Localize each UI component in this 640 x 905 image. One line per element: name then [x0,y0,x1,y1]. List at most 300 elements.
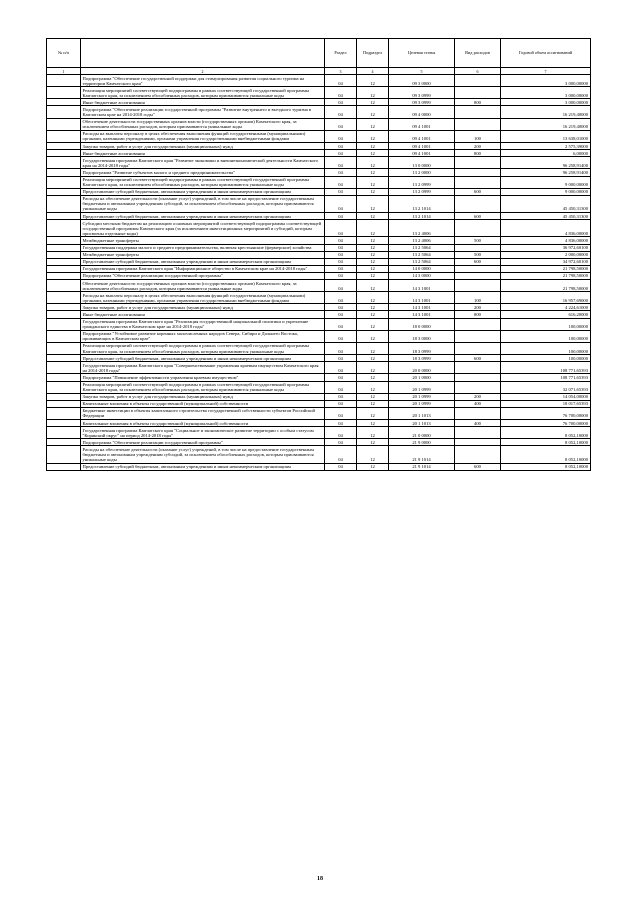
row-number [47,75,81,87]
row-expense-type [455,220,501,237]
row-podrazdel: 12 [357,195,389,212]
row-razdel: 04 [325,150,357,157]
table-row [47,355,591,362]
row-razdel: 04 [325,272,357,279]
row-target-article: 13 2 4006 [389,220,455,237]
row-name: Закупка товаров, работ и услуг для государственных (муниципальных) нужд [81,143,325,150]
row-name: Подпрограмма "Обеспечение государственной поддержки для стимулирования развития социального туризма на территории Камчатского края" [81,75,325,87]
row-target-article: 20 0 0000 [389,362,455,374]
row-amount: 32 071,65393 [501,381,591,393]
row-razdel: 04 [325,237,357,244]
row-target-article: 09 4 1001 [389,143,455,150]
table-row [47,272,591,279]
row-podrazdel: 12 [357,157,389,169]
column-number-row [47,68,591,75]
row-name: Закупка товаров, работ и услуг для государственных (муниципальных) нужд [81,393,325,400]
table-row [47,106,591,118]
row-expense-type: 600 [455,213,501,220]
row-amount: 21 798,50000 [501,265,591,272]
row-target-article: 13 2 1014 [389,213,455,220]
row-amount: 8 052,10000 [501,463,591,470]
row-razdel: 04 [325,87,357,99]
row-expense-type [455,87,501,99]
row-target-article: 20 1 0999 [389,400,455,407]
table-row [47,318,591,330]
row-amount: 4 836,00000 [501,220,591,237]
row-name: Подпрограмма "Обеспечение реализации государственной программы" [81,439,325,446]
row-number [47,420,81,427]
budget-table-page [46,38,590,471]
row-number [47,304,81,311]
row-razdel: 04 [325,75,357,87]
row-expense-type: 800 [455,311,501,318]
row-number [47,318,81,330]
table-row [47,258,591,265]
row-number [47,244,81,251]
row-amount: 2 575,39000 [501,143,591,150]
row-name: Государственная программа Камчатского края "Развитие экономики и внешнеэкономической деятельности Камчатского края на 2014-2018 годы" [81,157,325,169]
table-row [47,188,591,195]
row-target-article: 13 2 0000 [389,169,455,176]
row-razdel: 04 [325,311,357,318]
row-podrazdel: 12 [357,130,389,142]
col-number: 2 [81,68,325,75]
row-expense-type [455,318,501,330]
row-target-article: 18 3 0000 [389,330,455,342]
row-name: Капитальные вложения в объекты государственной (муниципальной) собственности [81,400,325,407]
row-name: Реализация мероприятий соответствующей подпрограммы в рамках соответствующей государственной программы Камчатского края, за исключением обособленных расходов, которым присваиваются уникальные коды [81,87,325,99]
row-amount: 45 450,31300 [501,195,591,212]
table-row [47,304,591,311]
table-row [47,420,591,427]
row-name: Предоставление субсидий бюджетным, автономным учреждениям и иным некоммерческим организациям [81,258,325,265]
row-expense-type [455,374,501,381]
row-name: Подпрограмма "Развитие субъектов малого и среднего предпринимательства" [81,169,325,176]
row-amount: 45 450,31300 [501,213,591,220]
table-row [47,280,591,292]
row-target-article: 21 9 0000 [389,439,455,446]
row-amount: 100,00000 [501,330,591,342]
row-number [47,342,81,354]
row-name: Иные бюджетные ассигнования [81,99,325,106]
row-amount: 3 000,00000 [501,75,591,87]
row-amount: 9 000,00000 [501,176,591,188]
header-num: № п/п [47,39,81,68]
row-number [47,237,81,244]
row-podrazdel: 12 [357,251,389,258]
row-number [47,265,81,272]
row-target-article: 09 3 0999 [389,87,455,99]
row-expense-type: 200 [455,143,501,150]
row-expense-type: 600 [455,188,501,195]
row-razdel: 04 [325,118,357,130]
row-number [47,400,81,407]
row-amount: 21 798,50000 [501,272,591,279]
row-expense-type: 100 [455,292,501,304]
row-number [47,427,81,439]
row-amount: 8 052,10000 [501,427,591,439]
table-row [47,99,591,106]
row-podrazdel: 12 [357,420,389,427]
row-expense-type: 500 [455,237,501,244]
row-podrazdel: 12 [357,150,389,157]
row-target-article: 13 2 1014 [389,195,455,212]
row-name: Обеспечение деятельности государственных органов власти (государственных органов) Камчатского края, за исключением обособленных расходов, которым присваиваются уникальные коды [81,118,325,130]
row-number [47,362,81,374]
row-expense-type [455,118,501,130]
row-name: Подпрограмма "Повышение эффективности управления краевым имуществом" [81,374,325,381]
row-target-article: 14 3 1001 [389,292,455,304]
row-target-article: 20 1 1013 [389,407,455,419]
table-row [47,362,591,374]
table-row [47,157,591,169]
row-podrazdel: 12 [357,237,389,244]
table-row [47,393,591,400]
table-row [47,237,591,244]
row-amount: 16 219,40000 [501,118,591,130]
row-amount: 76 700,00000 [501,407,591,419]
row-expense-type [455,265,501,272]
table-row [47,439,591,446]
row-number [47,169,81,176]
row-number [47,311,81,318]
row-podrazdel: 12 [357,446,389,463]
row-number [47,258,81,265]
row-razdel: 04 [325,400,357,407]
row-razdel: 04 [325,330,357,342]
row-podrazdel: 12 [357,393,389,400]
budget-table [46,38,591,471]
row-podrazdel: 12 [357,99,389,106]
row-podrazdel: 12 [357,304,389,311]
row-razdel: 04 [325,446,357,463]
row-expense-type [455,176,501,188]
table-row [47,244,591,251]
row-name: Расходы на выплаты персоналу в целях обеспечения выполнения функций государственными (муниципальными) органами, казенными учреждениями, органами управления государственными внебюджетными фондами [81,130,325,142]
table-row [47,381,591,393]
row-number [47,176,81,188]
row-target-article: 09 3 0999 [389,99,455,106]
row-expense-type: 600 [455,463,501,470]
row-podrazdel: 12 [357,265,389,272]
header-razdel: Раздел [325,39,357,68]
row-number [47,393,81,400]
row-number [47,439,81,446]
row-number [47,118,81,130]
table-row [47,292,591,304]
row-target-article: 21 0 0000 [389,427,455,439]
row-target-article: 13 2 4006 [389,237,455,244]
row-number [47,143,81,150]
row-podrazdel: 12 [357,213,389,220]
table-row [47,150,591,157]
row-razdel: 04 [325,393,357,400]
row-razdel: 04 [325,176,357,188]
row-razdel: 04 [325,420,357,427]
row-target-article: 13 2 5064 [389,244,455,251]
row-razdel: 04 [325,213,357,220]
col-number: 3 [325,68,357,75]
row-podrazdel: 12 [357,362,389,374]
header-row [47,39,591,68]
row-podrazdel: 12 [357,87,389,99]
row-podrazdel: 12 [357,374,389,381]
row-amount: 18 017,65393 [501,400,591,407]
row-amount: 100,00000 [501,355,591,362]
row-name: Реализация мероприятий соответствующей подпрограммы в рамках соответствующей государственной программы Камчатского края, за исключением обособленных расходов, которым присваиваются уникальные коды [81,176,325,188]
row-name: Подпрограмма "Обеспечение реализации государственной программы "Развитие внутреннего и въездного туризма в Камчатском крае на 2014-2018 годы" [81,106,325,118]
table-body [47,75,591,471]
row-expense-type [455,381,501,393]
row-number [47,87,81,99]
row-amount: 616,20000 [501,311,591,318]
row-podrazdel: 12 [357,381,389,393]
row-name: Субсидии местным бюджетам на реализацию основных мероприятий соответствующей подпрограммы соответствующей государственной программы Камчатского края (за исключением инвестиционных мероприятий и субсидий, которым присвоены отдельные коды) [81,220,325,237]
header-vr: Вид расходов [455,39,501,68]
table-row [47,143,591,150]
row-podrazdel: 12 [357,272,389,279]
row-amount: 36 972,60100 [501,244,591,251]
row-podrazdel: 12 [357,330,389,342]
table-row [47,251,591,258]
row-expense-type: 600 [455,258,501,265]
row-expense-type: 200 [455,393,501,400]
row-target-article: 20 1 0999 [389,381,455,393]
row-name: Иные бюджетные ассигнования [81,311,325,318]
row-razdel: 04 [325,157,357,169]
row-razdel: 04 [325,381,357,393]
row-number [47,374,81,381]
row-razdel: 04 [325,220,357,237]
table-row [47,311,591,318]
row-podrazdel: 12 [357,176,389,188]
row-amount: 14 054,00000 [501,393,591,400]
row-razdel: 04 [325,258,357,265]
row-target-article: 09 4 1001 [389,118,455,130]
row-amount: 6,00000 [501,150,591,157]
row-number [47,220,81,237]
row-amount: 96 258,91400 [501,157,591,169]
row-number [47,355,81,362]
row-podrazdel: 12 [357,355,389,362]
row-amount: 8 052,10000 [501,446,591,463]
row-razdel: 04 [325,244,357,251]
row-razdel: 04 [325,143,357,150]
row-name: Государственная программа Камчатского края "Социальное и экономическое развитие территории с особым статусом "Корякский округ" на период 2014-2018 годы" [81,427,325,439]
page-number: 18 [317,876,323,882]
table-row [47,87,591,99]
row-target-article: 20 1 0000 [389,374,455,381]
row-podrazdel: 12 [357,188,389,195]
row-podrazdel: 12 [357,311,389,318]
row-name: Обеспечение деятельности государственных органов власти (государственных органов) Камчатского края, за исключением обособленных расходов, которым присваиваются уникальные коды [81,280,325,292]
row-expense-type [455,342,501,354]
table-row [47,342,591,354]
row-number [47,280,81,292]
row-target-article: 14 0 0000 [389,265,455,272]
row-name: Государственная поддержка малого и среднего предпринимательства, включая крестьянские (фермерские) хозяйства [81,244,325,251]
row-amount: 100,00000 [501,318,591,330]
row-name: Реализация мероприятий соответствующей подпрограммы в рамках соответствующей государственной программы Камчатского края, за исключением обособленных расходов, которым присваиваются уникальные коды [81,342,325,354]
row-expense-type [455,446,501,463]
row-expense-type [455,330,501,342]
row-target-article: 20 1 0999 [389,393,455,400]
table-row [47,195,591,212]
row-name: Расходы на обеспечение деятельности (оказание услуг) учреждений, в том числе на предоставление государственным бюджетным и автономным учреждениям субсидий, за исключением обособленных расходов, которым присваиваются уникальные коды [81,195,325,212]
row-number [47,251,81,258]
row-expense-type: 400 [455,400,501,407]
row-podrazdel: 12 [357,407,389,419]
row-name: Государственная программа Камчатского края "Реализация государственной национальной политики и укрепление гражданского единства в Камчатском крае на 2014-2018 годы" [81,318,325,330]
table-row [47,330,591,342]
row-number [47,150,81,157]
row-amount: 16 957,69000 [501,292,591,304]
row-number [47,106,81,118]
row-expense-type: 600 [455,355,501,362]
row-podrazdel: 12 [357,400,389,407]
row-razdel: 04 [325,463,357,470]
row-name: Предоставление субсидий бюджетным, автономным учреждениям и иным некоммерческим организациям [81,463,325,470]
row-target-article: 13 2 0999 [389,176,455,188]
row-amount: 16 219,40000 [501,106,591,118]
row-expense-type [455,75,501,87]
row-target-article: 13 2 0999 [389,188,455,195]
row-expense-type [455,362,501,374]
row-name: Предоставление субсидий бюджетным, автономным учреждениям и иным некоммерческим организациям [81,188,325,195]
table-row [47,130,591,142]
table-row [47,213,591,220]
row-podrazdel: 12 [357,292,389,304]
row-amount: 4 224,61000 [501,304,591,311]
row-podrazdel: 12 [357,118,389,130]
row-expense-type [455,272,501,279]
row-name: Капитальные вложения в объекты государственной (муниципальной) собственности [81,420,325,427]
row-podrazdel: 12 [357,342,389,354]
row-target-article: 21 9 1014 [389,463,455,470]
row-podrazdel: 12 [357,439,389,446]
row-expense-type: 800 [455,99,501,106]
table-row [47,220,591,237]
row-target-article: 09 4 0000 [389,106,455,118]
table-row [47,374,591,381]
header-sum: Годовой объем ассигнований [501,39,591,68]
row-amount: 13 638,01000 [501,130,591,142]
row-razdel: 04 [325,251,357,258]
row-name: Иные бюджетные ассигнования [81,150,325,157]
row-podrazdel: 12 [357,258,389,265]
row-expense-type [455,244,501,251]
row-expense-type [455,439,501,446]
table-row [47,176,591,188]
row-razdel: 04 [325,130,357,142]
row-name: Подпрограмма "Обеспечение реализации государственной программы" [81,272,325,279]
row-number [47,463,81,470]
row-number [47,407,81,419]
row-number [47,292,81,304]
row-razdel: 04 [325,292,357,304]
row-amount: 108 771,65393 [501,362,591,374]
row-number [47,130,81,142]
row-razdel: 04 [325,304,357,311]
row-razdel: 04 [325,355,357,362]
row-expense-type [455,280,501,292]
table-row [47,427,591,439]
row-target-article: 20 1 1013 [389,420,455,427]
row-podrazdel: 12 [357,427,389,439]
row-expense-type [455,427,501,439]
row-target-article: 18 3 0999 [389,355,455,362]
row-razdel: 04 [325,188,357,195]
table-row [47,463,591,470]
row-expense-type: 100 [455,130,501,142]
row-podrazdel: 12 [357,463,389,470]
row-expense-type: 400 [455,420,501,427]
row-razdel: 04 [325,342,357,354]
row-razdel: 04 [325,439,357,446]
row-razdel: 04 [325,362,357,374]
row-expense-type [455,157,501,169]
row-name: Государственная программа Камчатского края "Совершенствование управления краевым имуществом Камчатского края на 2014-2018 годы" [81,362,325,374]
row-amount: 76 700,00000 [501,420,591,427]
row-amount: 100,00000 [501,342,591,354]
row-target-article: 18 3 0999 [389,342,455,354]
row-podrazdel: 12 [357,75,389,87]
col-number: 7 [501,68,591,75]
row-razdel: 04 [325,407,357,419]
row-name: Межбюджетные трансферты [81,251,325,258]
row-razdel: 04 [325,318,357,330]
row-target-article: 09 4 1001 [389,130,455,142]
row-target-article: 21 9 1014 [389,446,455,463]
row-name: Предоставление субсидий бюджетным, автономным учреждениям и иным некоммерческим организациям [81,355,325,362]
row-name: Предоставление субсидий бюджетным, автономным учреждениям и иным некоммерческим организациям [81,213,325,220]
row-number [47,213,81,220]
col-number: 6 [455,68,501,75]
row-name: Реализация мероприятий соответствующей подпрограммы в рамках соответствующей государственной программы Камчатского края, за исключением обособленных расходов, которым присваиваются уникальные коды [81,381,325,393]
row-podrazdel: 12 [357,169,389,176]
table-row [47,75,591,87]
row-amount: 3 000,00000 [501,99,591,106]
row-target-article: 14 3 1001 [389,311,455,318]
row-name: Подпрограмма "Устойчивое развитие коренных малочисленных народов Севера, Сибири и Дальнего Востока, проживающих в Камчатском крае" [81,330,325,342]
table-row [47,407,591,419]
row-razdel: 04 [325,280,357,292]
row-target-article: 14 3 1001 [389,280,455,292]
row-number [47,188,81,195]
row-name: Государственная программа Камчатского края "Информационное общество в Камчатском крае на 2014-2018 годы" [81,265,325,272]
table-row [47,265,591,272]
row-expense-type [455,407,501,419]
col-number: 1 [47,68,81,75]
row-amount: 2 000,00000 [501,251,591,258]
header-csr: Целевая статья [389,39,455,68]
row-expense-type [455,106,501,118]
row-number [47,99,81,106]
row-razdel: 04 [325,106,357,118]
row-target-article: 14 3 1001 [389,304,455,311]
col-number: 5 [389,68,455,75]
row-amount: 108 771,65393 [501,374,591,381]
table-row [47,169,591,176]
row-expense-type: 200 [455,304,501,311]
row-name: Межбюджетные трансферты [81,237,325,244]
row-target-article: 18 0 0000 [389,318,455,330]
row-name: Расходы на выплаты персоналу в целях обеспечения выполнения функций государственными (муниципальными) органами, казенными учреждениями, органами управления государственными внебюджетными фондами [81,292,325,304]
row-target-article: 09 3 0000 [389,75,455,87]
row-razdel: 04 [325,265,357,272]
row-target-article: 14 3 0000 [389,272,455,279]
row-number [47,272,81,279]
